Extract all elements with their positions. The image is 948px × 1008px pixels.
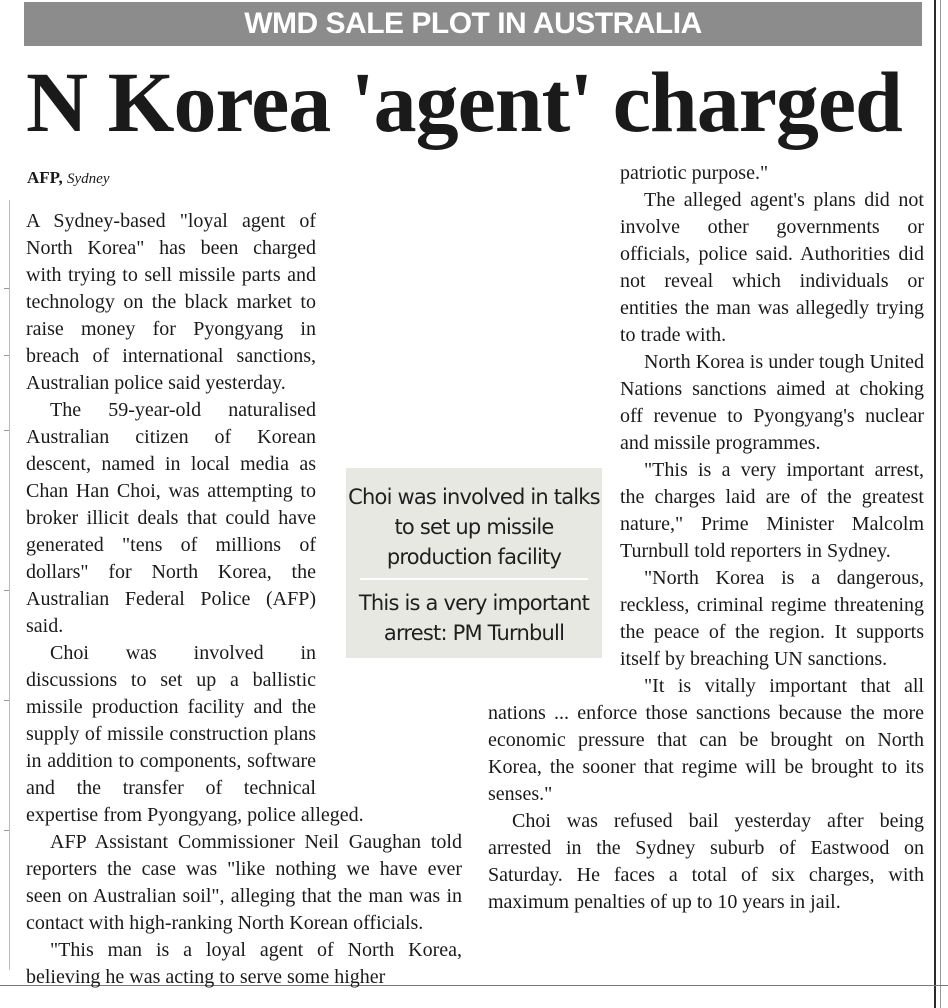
paragraph: patriotic purpose." [620,162,769,184]
pullquote-bottom: This is a very important arrest: PM Turnbull [358,591,590,645]
column-rule [9,200,10,970]
paragraph: "It is vitally important that all nations ... enforce those sanctions because the more economic pressure that can be brought on North Korea, the sooner that regime will be brought to its senses." [488,675,924,805]
kicker-banner: WMD SALE PLOT IN AUSTRALIA [24,2,922,46]
pullquote-top: Choi was involved in talks to set up missile production facility [348,485,600,569]
byline-agency: AFP, [27,168,63,187]
paragraph: Choi was refused bail yesterday after being arrested in the Sydney suburb of Eastwood on Saturday. He faces a total of six charges, with maximum penalties of up to 10 years in jail. [488,810,924,913]
paragraph: "This is a very important arrest, the charges laid are of the greatest nature," Prime Minister Malcolm Turnbull told reporters in Sydney. [620,459,924,562]
paragraph: The 59-year-old naturalised Australian citizen of Korean descent, named in local media as Chan Han Choi, was attempting to broker illicit deals that could have generated "tens of millions of dollars" for North Korea, the Australian Federal Police (AFP) said. [26,399,316,637]
paragraph: AFP Assistant Commissioner Neil Gaughan told reporters the case was "like nothing we have ever seen on Australian soil", alleging that the man was in contact with high-ranking North Korean officials. [26,831,462,934]
byline [27,167,109,190]
paragraph: The alleged agent's plans did not involve other governments or officials, police said. Authorities did not reveal which individuals or entities the man was allegedly trying to trade with. [620,189,924,346]
pullquote-box [346,468,602,658]
page-border [940,0,941,1008]
paragraph: North Korea is under tough United Nations sanctions aimed at choking off revenue to Pyongyang's nuclear and missile programmes. [620,351,924,454]
paragraph: "North Korea is a dangerous, reckless, criminal regime threatening the peace of the region. It supports itself by breaching UN sanctions. [620,567,924,670]
headline: N Korea 'agent' charged [26,54,902,150]
page-border [934,0,936,1008]
pullquote-divider [360,578,588,580]
paragraph: "This man is a loyal agent of North Korea, believing he was acting to serve some higher [26,939,462,988]
paragraph: Choi was involved in discussions to set up a ballistic missile production facility and the supply of missile construction plans in addition to components, software and the transfer of technical expertise from Pyongyang, police alleged. [26,642,364,826]
paragraph: A Sydney-based "loyal agent of North Korea" has been charged with trying to sell missile parts and technology on the black market to raise money for Pyongyang in breach of international sanctions, Australian police said yesterday. [26,210,316,394]
byline-place: Sydney [67,171,110,187]
